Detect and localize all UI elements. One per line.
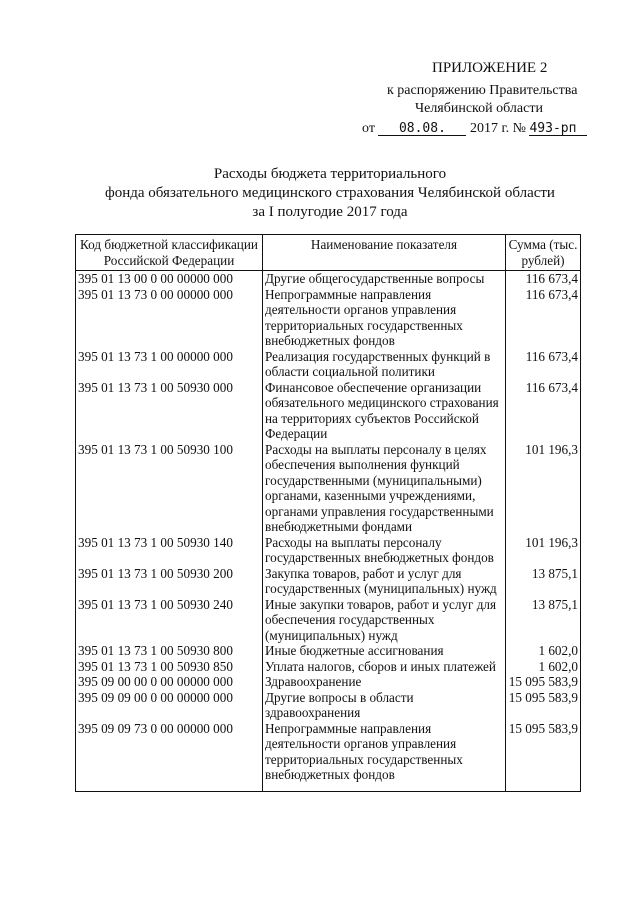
annex-title: ПРИЛОЖЕНИЕ 2: [432, 60, 548, 76]
row-code: 395 01 13 73 1 00 00000 000: [76, 349, 263, 380]
row-sum: 15 095 583,9: [506, 721, 581, 792]
row-code: 395 01 13 73 1 00 50930 240: [76, 597, 263, 644]
row-code: 395 01 13 73 1 00 50930 800: [76, 643, 263, 659]
row-name: Непрограммные направления деятельности органов управления территориальных государственных внебюджетных фондов: [263, 287, 506, 349]
annex-date: 08.08.: [398, 121, 446, 136]
document-heading: [60, 165, 600, 222]
table-row: [76, 535, 581, 566]
row-code: 395 01 13 73 1 00 50930 200: [76, 566, 263, 597]
row-name: Другие вопросы в области здравоохранения: [263, 690, 506, 721]
heading-line-1: Расходы бюджета территориального: [213, 166, 447, 182]
row-code: 395 09 00 00 0 00 00000 000: [76, 674, 263, 690]
row-name: Непрограммные направления деятельности органов управления территориальных государственных внебюджетных фондов: [263, 721, 506, 792]
row-code: 395 01 13 00 0 00 00000 000: [76, 271, 263, 287]
table-row: [76, 597, 581, 644]
table-row: [76, 659, 581, 675]
row-sum: 1 602,0: [506, 659, 581, 675]
row-name: Реализация государственных функций в области социальной политики: [263, 349, 506, 380]
row-sum: 13 875,1: [506, 566, 581, 597]
table-row: [76, 349, 581, 380]
row-name: Другие общегосударственные вопросы: [263, 271, 506, 287]
table-row: [76, 442, 581, 535]
row-code: 395 01 13 73 1 00 50930 000: [76, 380, 263, 442]
table-row: [76, 674, 581, 690]
annex-number-field: [529, 120, 587, 136]
table-row: [76, 721, 581, 792]
table-row: [76, 690, 581, 721]
row-name: Уплата налогов, сборов и иных платежей: [263, 659, 506, 675]
annex-number: 493-рп: [529, 121, 577, 136]
row-name: Расходы на выплаты персоналу в целях обеспечения выполнения функций государственными (муниципальными) органами, казенными учреждениями, органами управления государственными внебюджетными фондами: [263, 442, 506, 535]
table-row: [76, 566, 581, 597]
row-code: 395 09 09 73 0 00 00000 000: [76, 721, 263, 792]
header-name: Наименование показателя: [263, 235, 506, 271]
row-name: Здравоохранение: [263, 674, 506, 690]
row-code: 395 01 13 73 1 00 50930 850: [76, 659, 263, 675]
expenses-table: [75, 234, 581, 792]
row-sum: 116 673,4: [506, 380, 581, 442]
row-sum: 15 095 583,9: [506, 690, 581, 721]
row-sum: 15 095 583,9: [506, 674, 581, 690]
row-sum: 116 673,4: [506, 271, 581, 287]
table-row: [76, 271, 581, 287]
heading-line-3: за I полугодие 2017 года: [252, 204, 408, 220]
table-row: [76, 643, 581, 659]
table-header-row: [76, 235, 581, 271]
row-code: 395 01 13 73 1 00 50930 100: [76, 442, 263, 535]
row-name: Расходы на выплаты персоналу государственных внебюджетных фондов: [263, 535, 506, 566]
annex-line-1: к распоряжению Правительства: [387, 83, 578, 98]
row-sum: 116 673,4: [506, 287, 581, 349]
row-name: Закупка товаров, работ и услуг для государственных (муниципальных) нужд: [263, 566, 506, 597]
row-name: Финансовое обеспечение организации обязательного медицинского страхования на территориях субъектов Российской Федерации: [263, 380, 506, 442]
annex-date-field: [378, 120, 466, 136]
row-code: 395 09 09 00 0 00 00000 000: [76, 690, 263, 721]
table-row: [76, 380, 581, 442]
header-sum: Сумма (тыс. рублей): [506, 235, 581, 271]
annex-year-label: 2017 г. №: [469, 121, 526, 136]
heading-line-2: фонда обязательного медицинского страхования Челябинской области: [105, 185, 555, 201]
row-sum: 101 196,3: [506, 442, 581, 535]
row-code: 395 01 13 73 1 00 50930 140: [76, 535, 263, 566]
table-row: [76, 287, 581, 349]
row-sum: 116 673,4: [506, 349, 581, 380]
row-sum: 1 602,0: [506, 643, 581, 659]
row-sum: 13 875,1: [506, 597, 581, 644]
header-code: Код бюджетной классификации Российской Федерации: [76, 235, 263, 271]
row-name: Иные закупки товаров, работ и услуг для обеспечения государственных (муниципальных) нужд: [263, 597, 506, 644]
annex-from-label: от: [362, 121, 375, 136]
annex-line-2: Челябинской области: [415, 101, 543, 116]
row-name: Иные бюджетные ассигнования: [263, 643, 506, 659]
row-code: 395 01 13 73 0 00 00000 000: [76, 287, 263, 349]
row-sum: 101 196,3: [506, 535, 581, 566]
annex-date-line: [362, 120, 587, 137]
